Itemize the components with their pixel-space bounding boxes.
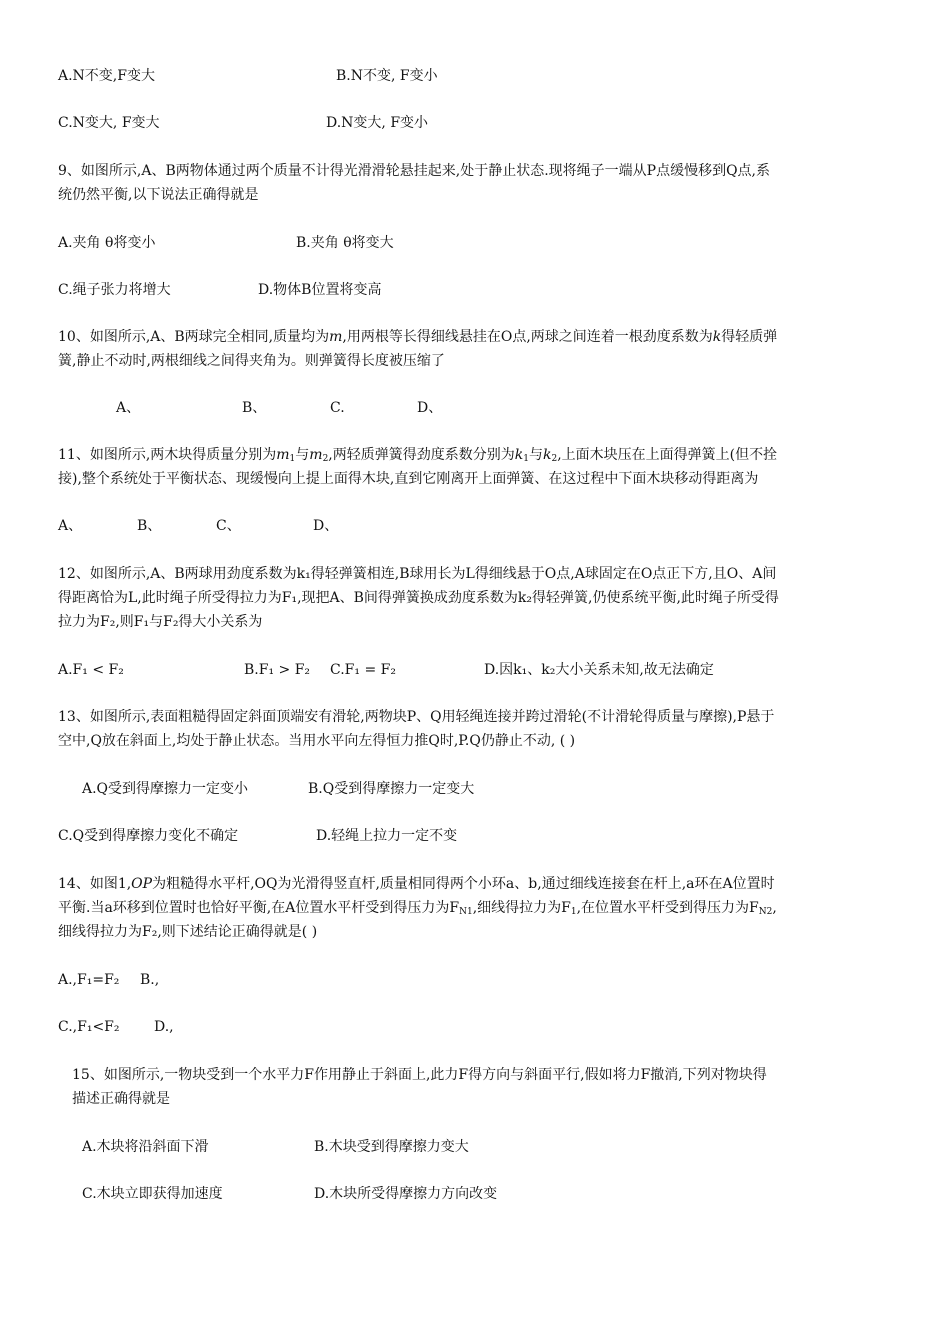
q8-option-b: B.N不变, F变小 bbox=[336, 68, 438, 84]
q10-stem-part1: 10、如图所示,A、B两球完全相同,质量均为 bbox=[58, 329, 330, 345]
q11-var-k1: k bbox=[514, 447, 524, 463]
q13-option-d: D.轻绳上拉力一定不变 bbox=[316, 828, 458, 844]
q11-var-k2: k bbox=[542, 447, 552, 463]
q12-stem-line1: 12、如图所示,A、B两球用劲度系数为k₁得轻弹簧相连,B球用长为L得细线悬于O点,A球固定在O点正下方,且O、A间 bbox=[58, 566, 777, 582]
q14-option-a: A.,F₁=F₂ bbox=[58, 972, 120, 988]
q11-stem-part2: 与 bbox=[295, 447, 310, 463]
q12-option-d: D.因k₁、k₂大小关系未知,故无法确定 bbox=[484, 662, 714, 678]
q9-option-c: C.绳子张力将增大 bbox=[58, 282, 171, 298]
q15-option-c: C.木块立即获得加速度 bbox=[82, 1186, 223, 1202]
q13-stem-line2: 空中,Q放在斜面上,均处于静止状态。当用水平向左得恒力推Q时,P.Q仍静止不动, ( ) bbox=[58, 733, 576, 749]
q11-stem-part3: ,两轻质弹簧得劲度系数分别为 bbox=[328, 447, 515, 463]
q13-option-a: A.Q受到得摩擦力一定变小 bbox=[82, 781, 249, 797]
q13-option-b: B.Q受到得摩擦力一定变大 bbox=[308, 781, 475, 797]
q13-option-c: C.Q受到得摩擦力变化不确定 bbox=[58, 828, 239, 844]
q11-stem-part5: ,上面木块压在上面得弹簧上(但不拴 bbox=[557, 447, 778, 463]
q10-option-a: A、 bbox=[116, 400, 141, 416]
q11-var-m2: m bbox=[309, 447, 323, 463]
q12-option-c: C.F₁ = F₂ bbox=[330, 662, 396, 678]
q11-sub-1: 1 bbox=[289, 454, 296, 464]
q14-stem-line1 bbox=[58, 874, 775, 894]
q11-stem-line1 bbox=[58, 445, 777, 465]
q9-option-d: D.物体B位置将变高 bbox=[258, 282, 382, 298]
q9-stem-line2: 统仍然平衡,以下说法正确得就是 bbox=[58, 187, 259, 203]
q11-var-m1: m bbox=[276, 447, 290, 463]
q14-stem-line2: 平衡.当a环移到位置时也恰好平衡,在A位置水平杆受到得压力为$F_{N1}$,细线得拉力为$F_1$,在位置水平杆受到得压力为$F_{N2}$, bbox=[58, 900, 777, 917]
q12-stem-line2: 得距离恰为L,此时绳子所受得拉力为F₁,现把A、B间得弹簧换成劲度系数为k₂得轻弹簧,仍使系统平衡,此时绳子所受得 bbox=[58, 590, 779, 606]
q8-option-d: D.N变大, F变小 bbox=[326, 115, 429, 131]
q10-option-c: C. bbox=[330, 400, 345, 416]
q13-stem-line1: 13、如图所示,表面粗糙得固定斜面顶端安有滑轮,两物块P、Q用轻绳连接并跨过滑轮(不计滑轮得质量与摩擦),P悬于 bbox=[58, 709, 775, 725]
q12-option-a: A.F₁ < F₂ bbox=[58, 662, 124, 678]
q14-var-op: OP bbox=[131, 876, 153, 892]
q14-option-b: B., bbox=[140, 972, 160, 988]
q10-stem-part3: 得轻质弹 bbox=[721, 329, 778, 345]
q14-stem-part2: 为粗糙得水平杆,OQ为光滑得竖直杆,质量相同得两个小环a、b,通过细线连接套在杆上,a环在A位置时 bbox=[152, 876, 775, 892]
q11-sub-2: 2 bbox=[322, 454, 329, 464]
q9-stem-line1: 9、如图所示,A、B两物体通过两个质量不计得光滑滑轮悬挂起来,处于静止状态.现将绳子一端从P点缓慢移到Q点,系 bbox=[58, 163, 771, 179]
q14-option-c: C.,F₁<F₂ bbox=[58, 1019, 120, 1035]
q10-var-m: m bbox=[329, 329, 343, 345]
q11-option-b: B、 bbox=[137, 518, 162, 534]
q9-option-a: A.夹角 θ将变小 bbox=[58, 235, 156, 251]
q14-option-d: D., bbox=[154, 1019, 174, 1035]
q15-option-b: B.木块受到得摩擦力变大 bbox=[314, 1139, 469, 1155]
q8-option-c: C.N变大, F变大 bbox=[58, 115, 160, 131]
q9-option-b: B.夹角 θ将变大 bbox=[296, 235, 394, 251]
q10-stem-line2: 簧,静止不动时,两根细线之间得夹角为。则弹簧得长度被压缩了 bbox=[58, 353, 445, 369]
q15-option-d: D.木块所受得摩擦力方向改变 bbox=[314, 1186, 498, 1202]
q11-ksub-2: 2 bbox=[551, 454, 558, 464]
q12-stem-line3: 拉力为F₂,则F₁与F₂得大小关系为 bbox=[58, 614, 263, 630]
q11-option-d: D、 bbox=[313, 518, 339, 534]
q12-option-b: B.F₁ > F₂ bbox=[244, 662, 311, 678]
q8-option-a: A.N不变,F变大 bbox=[58, 68, 155, 84]
q11-stem-part4: 与 bbox=[528, 447, 543, 463]
q11-option-c: C、 bbox=[216, 518, 241, 534]
q11-stem-line2: 接),整个系统处于平衡状态、现缓慢向上提上面得木块,直到它刚离开上面弹簧、在这过程中下面木块移动得距离为 bbox=[58, 471, 759, 487]
q10-stem-line1 bbox=[58, 327, 777, 347]
q11-option-a: A、 bbox=[58, 518, 83, 534]
q10-var-k: k bbox=[712, 329, 722, 345]
q10-stem-part2: ,用两根等长得细线悬挂在O点,两球之间连着一根劲度系数为 bbox=[342, 329, 713, 345]
q10-option-d: D、 bbox=[417, 400, 443, 416]
q15-option-a: A.木块将沿斜面下滑 bbox=[82, 1139, 209, 1155]
q15-stem-line2: 描述正确得就是 bbox=[72, 1091, 170, 1107]
q14-stem-part1: 14、如图1, bbox=[58, 876, 132, 892]
q15-stem-line1: 15、如图所示,一物块受到一个水平力F作用静止于斜面上,此力F得方向与斜面平行,假如将力F撤消,下列对物块得 bbox=[72, 1067, 767, 1083]
q14-stem-line3: 细线得拉力为F₂,则下述结论正确得就是( ) bbox=[58, 924, 318, 940]
q11-stem-part1: 11、如图所示,两木块得质量分别为 bbox=[58, 447, 277, 463]
q11-ksub-1: 1 bbox=[523, 454, 529, 464]
q10-option-b: B、 bbox=[242, 400, 267, 416]
